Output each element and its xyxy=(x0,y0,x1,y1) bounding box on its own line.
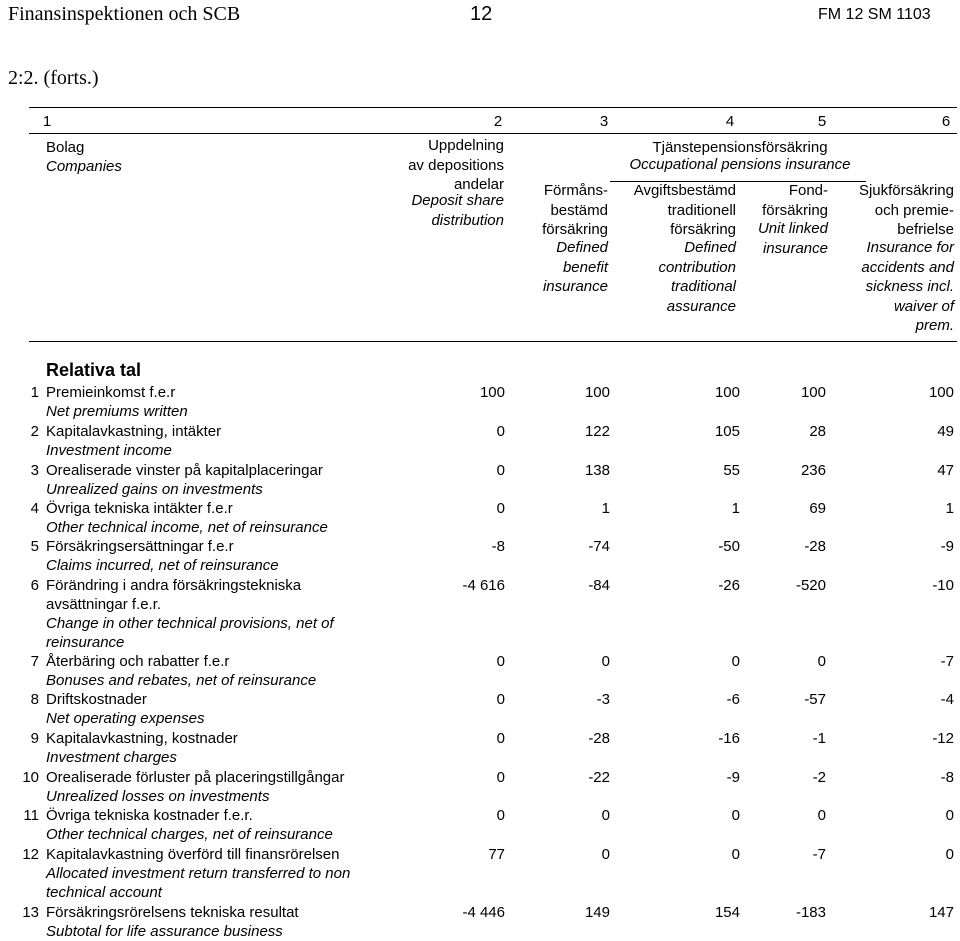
row-label-en: Bonuses and rebates, net of reinsurance xyxy=(46,672,317,689)
table-cell-value: -16 xyxy=(718,730,740,747)
column-header-defined-benefit: Defined benefit insurance xyxy=(542,239,608,295)
column-header-avgiftsbestamd: Avgiftsbestämd traditionell försäkring xyxy=(633,182,736,238)
table-cell-value: 149 xyxy=(584,904,610,921)
row-label-sv: Driftskostnader xyxy=(46,691,147,708)
table-cell-value: 0 xyxy=(945,846,954,863)
row-label-en: Other technical income, net of reinsurance xyxy=(46,519,328,536)
table-cell-value: 0 xyxy=(496,423,505,440)
row-label-en: Investment income xyxy=(46,442,172,459)
row-label-en: Claims incurred, net of reinsurance xyxy=(46,557,279,574)
table-cell-value: -57 xyxy=(804,691,826,708)
table-cell-value: 0 xyxy=(817,653,826,670)
table-cell-value: 138 xyxy=(584,462,610,479)
row-label-sv: Kapitalavkastning överförd till finansrörelsen xyxy=(46,846,340,863)
table-cell-value: 77 xyxy=(488,846,505,863)
table-cell-value: 55 xyxy=(723,462,740,479)
table-cell-value: -3 xyxy=(596,691,610,708)
table-cell-value: 100 xyxy=(584,384,610,401)
row-number: 11 xyxy=(23,807,39,824)
column-number: 5 xyxy=(817,113,827,130)
table-cell-value: 0 xyxy=(496,653,505,670)
table-cell-value: -74 xyxy=(588,538,610,555)
table-cell-value: 0 xyxy=(601,846,610,863)
row-label-sv: Kapitalavkastning, intäkter xyxy=(46,423,222,440)
table-cell-value: 0 xyxy=(496,462,505,479)
table-cell-value: -4 616 xyxy=(462,577,505,594)
table-cell-value: -1 xyxy=(812,730,826,747)
column-header-unit-linked: Unit linked insurance xyxy=(757,220,828,257)
row-number: 8 xyxy=(30,691,39,708)
row-label-sv: Orealiserade vinster på kapitalplaceringar xyxy=(46,462,323,479)
column-group-tjanstepension: Tjänstepensionsförsäkring xyxy=(652,139,828,156)
table-cell-value: 0 xyxy=(496,691,505,708)
table-cell-value: 1 xyxy=(601,500,610,517)
table-cell-value: 0 xyxy=(496,769,505,786)
report-publisher: Finansinspektionen och SCB xyxy=(8,3,241,25)
row-number: 4 xyxy=(30,500,39,517)
column-header-formans: Förmåns- bestämd försäkring xyxy=(542,182,608,238)
table-cell-value: 100 xyxy=(479,384,505,401)
table-cell-value: 100 xyxy=(800,384,826,401)
column-header-uppdelning: Uppdelning av depositions andelar xyxy=(408,137,504,193)
row-number: 13 xyxy=(22,904,39,921)
column-number-rule xyxy=(29,133,957,134)
table-cell-value: -9 xyxy=(940,538,954,555)
column-number: 4 xyxy=(725,113,735,130)
table-cell-value: 1 xyxy=(945,500,954,517)
section-title: Relativa tal xyxy=(46,360,142,380)
table-cell-value: -520 xyxy=(795,577,826,594)
column-number: 1 xyxy=(42,113,52,130)
row-number: 12 xyxy=(22,846,39,863)
table-cell-value: -2 xyxy=(812,769,826,786)
row-label-en: Unrealized gains on investments xyxy=(46,481,263,498)
table-cell-value: 49 xyxy=(937,423,954,440)
table-cell-value: 0 xyxy=(731,807,740,824)
row-label-sv: Orealiserade förluster på placeringstillgångar xyxy=(46,769,345,786)
row-label-en: Change in other technical provisions, net of reinsurance xyxy=(46,615,334,651)
row-number: 10 xyxy=(22,769,39,786)
table-cell-value: -26 xyxy=(718,577,740,594)
column-number: 3 xyxy=(599,113,609,130)
table-cell-value: 1 xyxy=(731,500,740,517)
column-header-deposit-share: Deposit share distribution xyxy=(411,192,504,229)
table-cell-value: 47 xyxy=(937,462,954,479)
column-header-insurance-accidents: Insurance for accidents and sickness incl. waiver of prem. xyxy=(861,239,954,334)
table-cell-value: 0 xyxy=(731,653,740,670)
column-header-companies: Companies xyxy=(46,158,122,175)
table-subtitle: 2:2. (forts.) xyxy=(8,67,99,89)
table-cell-value: -183 xyxy=(795,904,826,921)
column-group-occupational: Occupational pensions insurance xyxy=(629,156,851,173)
column-header-fondforsakring: Fond- försäkring xyxy=(762,182,828,219)
table-cell-value: 154 xyxy=(714,904,740,921)
column-header-bolag: Bolag xyxy=(46,139,85,156)
row-label-sv: Återbäring och rabatter f.e.r xyxy=(46,653,230,670)
table-cell-value: 0 xyxy=(496,730,505,747)
row-label-sv: Kapitalavkastning, kostnader xyxy=(46,730,238,747)
row-number: 5 xyxy=(30,538,39,555)
table-cell-value: 0 xyxy=(945,807,954,824)
row-label-en: Other technical charges, net of reinsurance xyxy=(46,826,333,843)
row-label-en: Net operating expenses xyxy=(46,710,205,727)
table-cell-value: -10 xyxy=(932,577,954,594)
row-number: 9 xyxy=(30,730,39,747)
table-cell-value: 0 xyxy=(731,846,740,863)
row-label-en: Allocated investment return transferred to non technical account xyxy=(46,865,351,901)
table-cell-value: -12 xyxy=(932,730,954,747)
table-cell-value: -84 xyxy=(588,577,610,594)
table-cell-value: 28 xyxy=(809,423,826,440)
row-label-sv: Försäkringsersättningar f.e.r xyxy=(46,538,234,555)
table-cell-value: -7 xyxy=(940,653,954,670)
table-cell-value: -7 xyxy=(812,846,826,863)
column-number: 6 xyxy=(941,113,951,130)
page-number: 12 xyxy=(470,3,493,25)
row-label-sv: Övriga tekniska intäkter f.e.r xyxy=(46,500,233,517)
table-cell-value: -8 xyxy=(940,769,954,786)
table-cell-value: -28 xyxy=(804,538,826,555)
row-label-sv: Premieinkomst f.e.r xyxy=(46,384,176,401)
table-cell-value: -50 xyxy=(718,538,740,555)
row-label-en: Investment charges xyxy=(46,749,177,766)
table-cell-value: -9 xyxy=(726,769,740,786)
table-cell-value: -22 xyxy=(588,769,610,786)
row-label-en: Unrealized losses on investments xyxy=(46,788,270,805)
table-cell-value: -28 xyxy=(588,730,610,747)
table-cell-value: 105 xyxy=(714,423,740,440)
row-number: 1 xyxy=(30,384,39,401)
report-code: FM 12 SM 1103 xyxy=(818,6,931,23)
table-cell-value: 236 xyxy=(800,462,826,479)
row-label-sv: Förändring i andra försäkringstekniska avsättningar f.e.r. xyxy=(46,577,302,613)
row-number: 6 xyxy=(30,577,39,594)
row-number: 3 xyxy=(30,462,39,479)
table-cell-value: 0 xyxy=(817,807,826,824)
row-label-sv: Försäkringsrörelsens tekniska resultat xyxy=(46,904,299,921)
top-rule xyxy=(29,107,957,108)
column-number: 2 xyxy=(493,113,503,130)
table-cell-value: 100 xyxy=(714,384,740,401)
table-cell-value: 147 xyxy=(928,904,954,921)
table-cell-value: -6 xyxy=(726,691,740,708)
row-number: 7 xyxy=(30,653,39,670)
row-label-en: Subtotal for life assurance business xyxy=(46,923,283,940)
table-cell-value: -4 446 xyxy=(462,904,505,921)
table-cell-value: 100 xyxy=(928,384,954,401)
row-label-sv: Övriga tekniska kostnader f.e.r. xyxy=(46,807,253,824)
table-cell-value: -8 xyxy=(491,538,505,555)
table-cell-value: 0 xyxy=(601,807,610,824)
table-cell-value: 122 xyxy=(584,423,610,440)
table-cell-value: 69 xyxy=(809,500,826,517)
column-header-defined-contribution: Defined contribution traditional assurance xyxy=(658,239,736,315)
table-cell-value: 0 xyxy=(601,653,610,670)
row-number: 2 xyxy=(30,423,39,440)
table-cell-value: 0 xyxy=(496,500,505,517)
table-cell-value: -4 xyxy=(940,691,954,708)
header-bottom-rule xyxy=(29,341,957,342)
column-header-sjukforsakring: Sjukförsäkring och premie- befrielse xyxy=(858,182,954,238)
row-label-en: Net premiums written xyxy=(46,403,188,420)
table-cell-value: 0 xyxy=(496,807,505,824)
